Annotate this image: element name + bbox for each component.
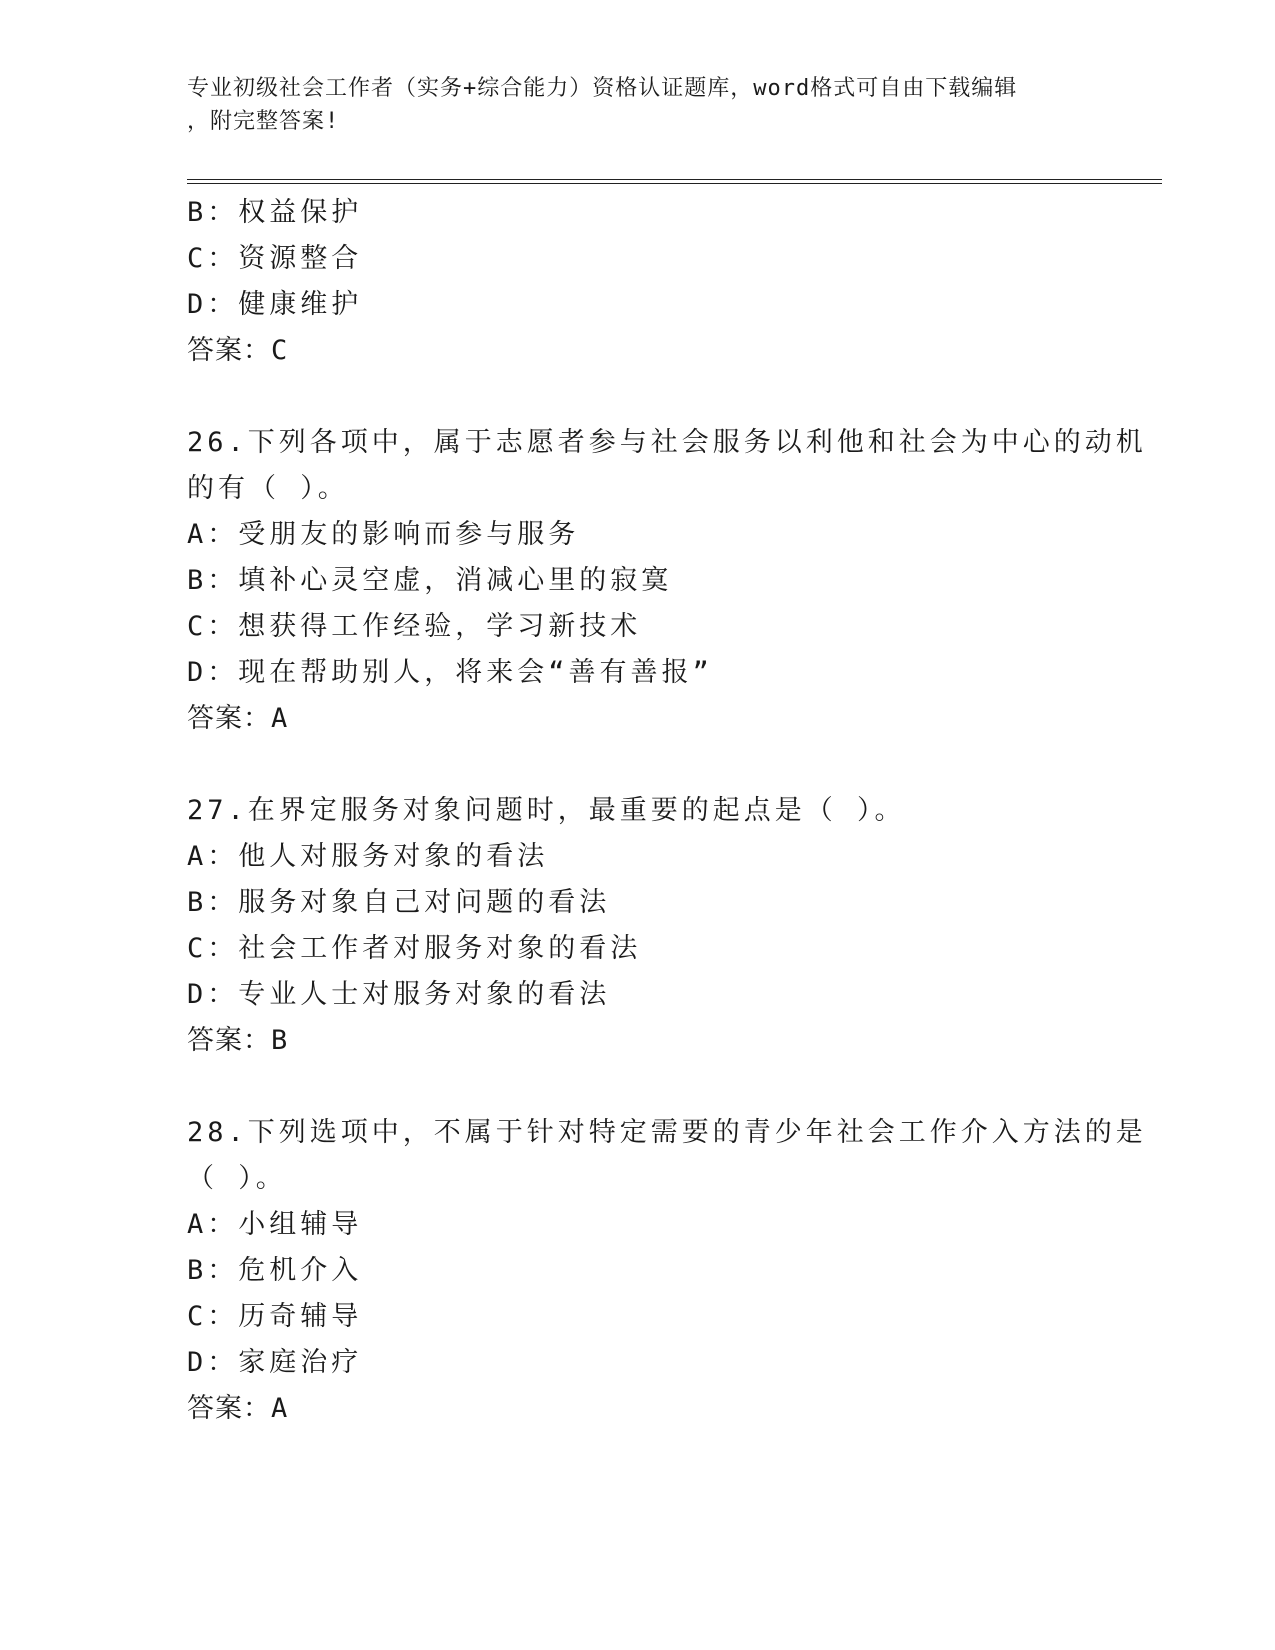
option-c: C：资源整合: [187, 243, 363, 274]
option-c: C：历奇辅导: [187, 1301, 363, 1332]
option-b: B：填补心灵空虚，消减心里的寂寞: [187, 565, 673, 596]
option-a: A：受朋友的影响而参与服务: [187, 519, 580, 550]
question-stem: （ ）。: [187, 1163, 287, 1194]
option-a: A：他人对服务对象的看法: [187, 841, 549, 872]
header-line-2: ，附完整答案!: [187, 109, 340, 134]
question-stem: 27.在界定服务对象问题时，最重要的起点是（ ）。: [187, 795, 906, 826]
document-body: [187, 190, 1147, 1432]
option-b: B：权益保护: [187, 197, 363, 228]
question-stem: 的有（ ）。: [187, 473, 349, 504]
question-stem: 28.下列选项中，不属于针对特定需要的青少年社会工作介入方法的是: [187, 1117, 1147, 1148]
option-d: D：现在帮助别人，将来会“善有善报”: [187, 657, 713, 688]
spacer: [187, 374, 1087, 420]
header-line-1: 专业初级社会工作者（实务+综合能力）资格认证题库，word格式可自由下载编辑: [187, 76, 1018, 101]
option-b: B：危机介入: [187, 1255, 363, 1286]
answer-line: 答案：B: [187, 1025, 289, 1056]
option-d: D：健康维护: [187, 289, 363, 320]
spacer: [187, 742, 1087, 788]
page-header: [187, 72, 1087, 138]
header-rule-top: [187, 179, 1162, 180]
spacer: [187, 1064, 1087, 1110]
option-d: D：专业人士对服务对象的看法: [187, 979, 611, 1010]
option-a: A：小组辅导: [187, 1209, 363, 1240]
answer-line: 答案：C: [187, 335, 289, 366]
option-b: B：服务对象自己对问题的看法: [187, 887, 611, 918]
option-c: C：想获得工作经验，学习新技术: [187, 611, 642, 642]
answer-line: 答案：A: [187, 703, 289, 734]
question-stem: 26.下列各项中，属于志愿者参与社会服务以利他和社会为中心的动机: [187, 427, 1147, 458]
answer-line: 答案：A: [187, 1393, 289, 1424]
option-c: C：社会工作者对服务对象的看法: [187, 933, 642, 964]
header-rule-bottom: [187, 183, 1162, 184]
option-d: D：家庭治疗: [187, 1347, 363, 1378]
